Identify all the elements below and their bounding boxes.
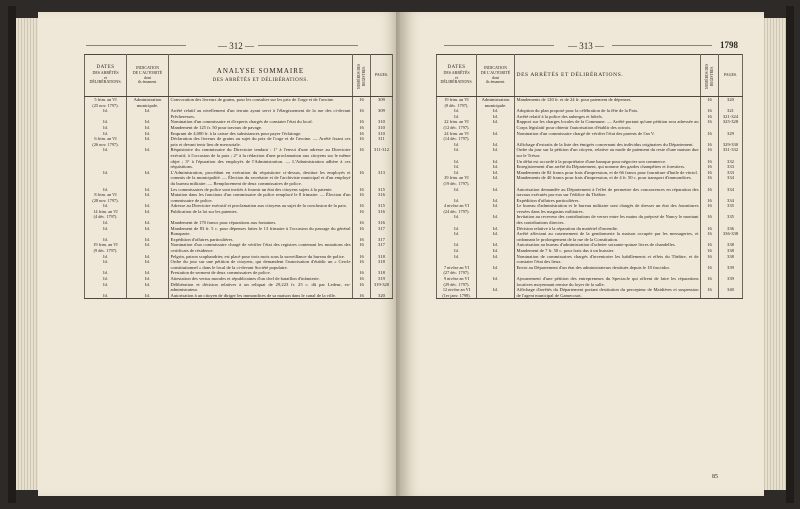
entry-authority: Id. <box>477 164 515 170</box>
entry-summary: Attestation des vertus morales et républicaines d'un chef de bataillon d'infanterie. <box>169 276 353 282</box>
entry-register-number: 16 <box>353 108 371 119</box>
entry-authority: Id. <box>127 125 169 131</box>
entry-summary: Un délai est accordé à la propriétaire d'une baraque pour négocier son commerce. <box>515 159 701 165</box>
entry-register-number: 16 <box>353 220 371 226</box>
entry-summary: Les commissaires de police sont invités à fournir un état des citoyens sujets à la patente. <box>169 187 353 193</box>
entry-summary: Ajournement d'une pétition des entrepreneurs du Spectacle qui offrent de faire les réparations locatives moyennant remise du loyer de la salle. <box>516 276 699 287</box>
entry-summary: Autorisation à un citoyen de diriger les immondices de sa maison dans le canal de la ville. <box>169 293 353 299</box>
entry-pages: 317 <box>371 226 393 237</box>
entry-summary: L'Administration, procédant en exécution du réquisitoire ci-dessus, destitue les employés et commis de la municipalité. — Élection du secrétaire et de l'archiviste municipal et d'un employé du bureau militaire. — Remplacement de deux commissaires de police. <box>170 169 351 186</box>
entry-date: Id. <box>85 293 127 299</box>
entry-pages: 339 <box>719 265 743 276</box>
entry-pages: 325-328 <box>719 119 743 130</box>
entry-pages: 335 <box>719 203 743 214</box>
header-rule-left <box>86 45 186 46</box>
entry-pages: 311-312 <box>371 147 393 169</box>
entry-pages: 316 <box>371 192 393 203</box>
entry-summary: Autorisation demandée au Département à l'effet de permettre des concurrences en réparation des travaux exécutés par eux sur l'édifice du Théâtre. <box>516 186 699 198</box>
entry-register-number: 16 <box>701 276 719 287</box>
entry-authority: Id. <box>127 170 169 187</box>
entry-summary: Adoption du plan proposé pour la célébration de la fête de la Paix. <box>515 108 701 114</box>
entry-summary: Expédition d'affaires particulières. <box>515 198 701 204</box>
entry-date: Id. <box>437 242 477 248</box>
entry-register-number: 16 <box>701 159 719 165</box>
entry-authority: Id. <box>477 170 515 176</box>
register-entry-row <box>85 259 393 270</box>
entry-pages: 317 <box>371 242 393 253</box>
entry-date: Id. <box>85 131 127 137</box>
entry-register-number: 16 <box>353 254 371 260</box>
entry-date: Id. <box>437 159 477 165</box>
entry-pages: 318 <box>371 270 393 276</box>
header-rule-right <box>258 45 358 46</box>
right-page-stack <box>762 18 786 490</box>
entry-pages: 310 <box>371 119 393 125</box>
header-rule-right <box>612 45 712 46</box>
entry-date: Id. <box>437 198 477 204</box>
entry-register-number: 16 <box>353 203 371 209</box>
entry-summary: Mandements de 40 francs pour frais d'impression, et de 4 fr. 50 c. pour transport d'immondices. <box>515 175 701 186</box>
entry-summary: Pelgrin, patron scaphandrier, est placé pour trois mois sous la surveillance du bureau de police. <box>169 254 353 260</box>
entry-authority: Id. <box>127 209 169 220</box>
entry-register-number: 16 <box>353 97 371 109</box>
entry-pages: 335 <box>719 214 743 225</box>
entry-summary: Mutation dans les fonctions d'un commissaire de police remplacé le 8 frimaire. — Élection d'un commissaire de police. <box>170 192 351 203</box>
entry-register-number: 16 <box>353 192 371 203</box>
entry-register-number: 16 <box>701 187 719 198</box>
entry-authority: Id. <box>477 147 515 158</box>
entry-summary: Nomination d'un commissaire chargé de vérifier l'état des parents de l'an V. <box>515 131 701 142</box>
entry-register-number: 16 <box>701 114 719 120</box>
entry-authority: Id. <box>127 220 169 226</box>
entry-summary: Réquisitoire du commissaire du Directoire tendant : 1° à l'envoi d'une adresse au Directoire exécutif, à l'occasion de la paix ; 2° à la rédaction d'une proclamation aux citoyens sur le même objet ; 3° à l'épuration des employés de l'Administration. — L'Administration adhère à ces réquisitions. <box>170 147 351 170</box>
entry-summary: Affichage d'extraits de la liste des émigrés concernant des individus originaires du Département. <box>515 142 701 148</box>
analyse-column-header: ANALYSE SOMMAIRE DES ARRÊTÉS ET DÉLIBÉRATIONS. <box>169 55 353 97</box>
year-header: 1798 <box>720 40 738 50</box>
right-cover-edge <box>786 6 794 503</box>
page-number: — 313 — <box>568 41 604 51</box>
entry-authority: Id. <box>477 287 515 299</box>
entry-summary: Envoi au Département d'un état des administrateurs destitués depuis le 18 fructidor. <box>515 265 701 276</box>
entry-register-number: 16 <box>701 108 719 114</box>
register-entry-row <box>437 131 743 142</box>
entry-authority: Id. <box>477 187 515 198</box>
entry-authority: Administration municipale. <box>477 97 515 109</box>
entry-summary: Mandement de 83 fr. 5 c. pour dépenses faites le 13 frimaire à l'occasion du passage du général Bonaparte. <box>170 225 351 237</box>
entry-date: Id. <box>85 108 127 119</box>
entry-date: Id. <box>437 164 477 170</box>
entry-register-number: 16 <box>701 214 719 225</box>
entry-date: 29 frim. an VI (19 déc. 1797). <box>437 175 477 186</box>
register-entry-row <box>437 287 743 299</box>
register-entry-row <box>85 97 393 109</box>
entry-authority: Id. <box>127 131 169 137</box>
entry-date: Id. <box>437 231 477 242</box>
signature-mark: 85 <box>712 474 718 480</box>
entry-date: Id. <box>437 108 477 114</box>
entry-authority: Id. <box>127 136 169 147</box>
register-table <box>84 54 393 299</box>
entry-pages: 315 <box>371 203 393 209</box>
entry-date: 19 frim. an VI (9 déc. 1797). <box>85 242 127 253</box>
entry-register-number: 16 <box>701 254 719 265</box>
entry-register-number: 16 <box>701 119 719 130</box>
entry-date: Id. <box>85 282 127 293</box>
entry-date: Id. <box>85 259 127 270</box>
entry-pages: 309 <box>371 108 393 119</box>
entry-date: Id. <box>85 220 127 226</box>
entry-authority: Id. <box>477 198 515 204</box>
entry-summary: Ordre du jour sur la pétition d'un citoyen, relative au mode de paiement du reste d'une maison due sur le Trésor. <box>516 147 699 158</box>
pages-column-header: PAGES. <box>371 55 393 97</box>
register-number-column-header: NUMÉROS DES REGISTRES. <box>701 55 719 97</box>
entry-summary: Le bureau d'administration et le bureau militaire sont chargés de dresser un état des fournitures versées dans les magasins militaires. <box>516 203 699 214</box>
entry-summary: Convocation des livreurs de grains, pour les consulter sur les prix de l'orge et de l'avoine. <box>169 97 353 109</box>
entry-register-number: 16 <box>353 226 371 237</box>
register-entry-row <box>437 97 743 109</box>
entry-authority: Id. <box>477 203 515 214</box>
entry-authority: Id. <box>127 108 169 119</box>
entry-pages: 339 <box>719 276 743 287</box>
entry-summary: Arrêté relatif à la police des auberges et hôtels. <box>515 114 701 120</box>
entry-register-number: 16 <box>701 198 719 204</box>
entry-date: 12 nivôse an VI (1er janv. 1798). <box>437 287 477 299</box>
entry-date: Id. <box>437 226 477 232</box>
entry-register-number: 16 <box>701 203 719 214</box>
entry-authority: Id. <box>477 231 515 242</box>
entry-register-number: 16 <box>353 270 371 276</box>
entry-register-number: 16 <box>701 265 719 276</box>
entry-summary: Publication de la loi sur les patentes. <box>169 209 353 220</box>
entry-register-number: 16 <box>353 136 371 147</box>
register-table <box>436 54 743 299</box>
entry-register-number: 16 <box>353 259 371 270</box>
page-number: — 312 — <box>218 41 254 51</box>
entry-summary: Invitation au receveur des contributions de verser entre les mains du préposé de Nancy le montant des contributions directes. <box>516 214 699 226</box>
entry-register-number: 16 <box>701 287 719 299</box>
register-entry-row <box>437 231 743 242</box>
entry-pages: 317 <box>371 237 393 243</box>
entry-date: 9 nivôse an VI (29 déc. 1797). <box>437 276 477 287</box>
entry-authority: Id. <box>127 119 169 125</box>
entry-pages: 310 <box>371 131 393 137</box>
entry-date: Id. <box>85 203 127 209</box>
entry-authority: Id. <box>477 242 515 248</box>
entry-date: Id. <box>437 114 477 120</box>
entry-pages: 338 <box>719 254 743 265</box>
entry-authority: Id. <box>127 270 169 276</box>
entry-date: Id. <box>437 147 477 158</box>
entry-authority: Id. <box>127 237 169 243</box>
entry-date: 7 nivôse an VI (27 déc. 1797). <box>437 265 477 276</box>
entry-authority: Id. <box>127 259 169 270</box>
entry-register-number: 16 <box>701 226 719 232</box>
entry-pages: 329 <box>719 131 743 142</box>
entry-date: Id. <box>85 170 127 187</box>
entry-pages: 318 <box>371 259 393 270</box>
entry-authority: Id. <box>477 248 515 254</box>
entry-summary: Mandements de 82 francs pour frais d'impression, et de 66 francs pour fourniture d'huile de vitriol. <box>515 170 701 176</box>
register-entry-row <box>437 254 743 265</box>
entry-summary: Mandements de 120 fr. et de 24 fr. pour paiement de dépenses. <box>515 97 701 109</box>
register-entry-row <box>437 276 743 287</box>
entry-summary: Décision relative à la réparation du matériel d'incendie. <box>515 226 701 232</box>
register-entry-row <box>437 119 743 130</box>
entry-authority: Id. <box>477 175 515 186</box>
register-entry-row <box>85 136 393 147</box>
register-entry-row <box>437 214 743 225</box>
entry-summary: Arrêté affectant au casernement de la gendarmerie la maison occupée par les messageries, et ordonnant le prolongement de la rue de la Constitution. <box>516 231 699 242</box>
entry-date: Id. <box>437 187 477 198</box>
register-entry-row <box>85 242 393 253</box>
entry-date: 5 frim. an VI (25 nov. 1797). <box>85 97 127 109</box>
entry-register-number: 16 <box>701 97 719 109</box>
left-cover-edge <box>8 6 16 503</box>
entry-summary: Affichage d'arrêtés du Département portant destitution du percepteur de Maidières et suspension de l'agent municipal de Gamecourt. <box>516 287 699 298</box>
entry-register-number: 16 <box>353 131 371 137</box>
entry-pages: 332 <box>719 159 743 165</box>
entry-register-number: 16 <box>701 170 719 176</box>
register-entry-row <box>85 108 393 119</box>
entry-authority: Id. <box>477 108 515 114</box>
left-page-stack <box>16 18 40 490</box>
register-entry-row <box>437 265 743 276</box>
entry-register-number: 16 <box>353 293 371 299</box>
entry-pages: 333 <box>719 170 743 176</box>
register-entry-row <box>85 293 393 299</box>
left-page <box>38 12 400 496</box>
register-entry-row <box>85 226 393 237</box>
entry-pages: 316 <box>371 209 393 220</box>
entry-pages: 320 <box>719 97 743 109</box>
entry-authority: Id. <box>477 131 515 142</box>
entry-register-number: 16 <box>701 142 719 148</box>
entry-authority: Id. <box>127 226 169 237</box>
register-entry-row <box>85 147 393 169</box>
entry-date: Id. <box>85 254 127 260</box>
register-number-column-header: NUMÉROS DES REGISTRES. <box>353 55 371 97</box>
register-entry-row <box>85 170 393 187</box>
entry-authority: Id. <box>127 187 169 193</box>
entry-date: 24 frim. an VI (14 déc. 1797). <box>437 131 477 142</box>
entry-pages: 338 <box>719 248 743 254</box>
entry-summary: Rapport sur les charges locales de la Commune. — Arrêté portant qu'une pétition sera adressée au Corps législatif pour obtenir l'autorisation d'établir des octrois. <box>516 119 699 130</box>
entry-authority: Id. <box>127 254 169 260</box>
entry-authority: Id. <box>127 293 169 299</box>
entry-summary: Mandement de 170 francs pour réparations aux fontaines. <box>169 220 353 226</box>
entry-summary: Nomination d'un commissaire chargé de vérifier l'état des registres contenant les mutations des certificats de résidence. <box>170 242 351 254</box>
entry-date: Id. <box>85 276 127 282</box>
authority-column-header: INDICATION DE L'AUTORITÉ dont ils émanent. <box>127 55 169 97</box>
entry-date: Id. <box>85 226 127 237</box>
entry-summary: Emprunt de 4,000 fr. à la caisse des subsistances pour payer l'éclairage. <box>169 131 353 137</box>
register-entry-row <box>85 282 393 293</box>
entry-authority: Id. <box>477 142 515 148</box>
entry-date: 8 frim. an VI (28 nov. 1797). <box>85 192 127 203</box>
register-entry-row <box>437 147 743 158</box>
entry-date: Id. <box>437 170 477 176</box>
entry-date: 22 frim. an VI (12 déc. 1797). <box>437 119 477 130</box>
entry-register-number: 16 <box>353 237 371 243</box>
entry-summary: Nomination de commissaires chargés d'inventorier les habillements et effets du Théâtre, et de constater l'état des lieux. <box>516 253 699 265</box>
entry-pages: 309 <box>371 97 393 109</box>
entry-authority: Id. <box>477 214 515 225</box>
right-page <box>400 12 764 496</box>
entry-register-number: 16 <box>353 187 371 193</box>
entry-authority: Id. <box>477 226 515 232</box>
entry-pages: 333 <box>719 164 743 170</box>
entry-date: Id. <box>85 187 127 193</box>
entry-pages: 321 <box>719 108 743 114</box>
entry-summary: Expédition d'affaires particulières. <box>169 237 353 243</box>
entry-date: 14 frim. an VI (4 déc. 1797). <box>85 209 127 220</box>
entry-authority: Id. <box>127 147 169 169</box>
entry-pages: 318 <box>371 254 393 260</box>
entry-summary: Autorisation au bureau d'administration d'acheter soixante-quinze livres de chandelles. <box>515 242 701 248</box>
entry-authority: Id. <box>127 276 169 282</box>
entry-register-number: 16 <box>353 242 371 253</box>
entry-pages: 311 <box>371 136 393 147</box>
header-rule-left <box>444 45 554 46</box>
entry-date: 4 nivôse an VI (24 déc. 1797). <box>437 203 477 214</box>
entry-authority: Id. <box>477 114 515 120</box>
dates-column-header: DATES DES ARRÊTÉS et DÉLIBÉRATIONS. <box>437 55 477 97</box>
entry-date: Id. <box>85 270 127 276</box>
register-entry-row <box>437 175 743 186</box>
entry-date: Id. <box>85 147 127 169</box>
entry-authority: Id. <box>127 192 169 203</box>
entry-pages: 319-320 <box>371 282 393 293</box>
entry-summary: Mandement de 7 fr. 50 c. pour frais dus à un huissier. <box>515 248 701 254</box>
entry-date: Id. <box>437 254 477 265</box>
entry-pages: 310 <box>371 125 393 131</box>
entry-register-number: 16 <box>701 242 719 248</box>
entry-register-number: 16 <box>701 164 719 170</box>
entry-register-number: 16 <box>353 282 371 293</box>
entry-date: Id. <box>85 237 127 243</box>
entry-pages: 331-332 <box>719 147 743 158</box>
entry-register-number: 16 <box>353 147 371 169</box>
register-entry-row <box>85 209 393 220</box>
entry-register-number: 16 <box>701 147 719 158</box>
entry-summary: Adresse au Directoire exécutif et proclamation aux citoyens au sujet de la conclusion de la paix. <box>169 203 353 209</box>
entry-register-number: 16 <box>353 209 371 220</box>
entry-pages: 336-338 <box>719 231 743 242</box>
entry-authority: Administration municipale. <box>127 97 169 109</box>
entry-date: Id. <box>437 214 477 225</box>
right-table-body <box>437 97 743 299</box>
entry-authority: Id. <box>477 119 515 130</box>
left-table-body <box>85 97 393 299</box>
entry-pages: 336 <box>719 226 743 232</box>
entry-summary: Ordre du jour sur une pétition de citoyens, qui demandent l'autorisation d'établir un « Cercle constitutionnel » dans le local de la ci-devant Société populaire. <box>170 259 351 270</box>
entry-pages: 315 <box>371 187 393 193</box>
entry-pages: 316 <box>371 220 393 226</box>
register-entry-row <box>437 187 743 198</box>
entry-authority: Id. <box>127 242 169 253</box>
register-entry-row <box>85 192 393 203</box>
entry-authority: Id. <box>477 265 515 276</box>
register-entry-row <box>437 203 743 214</box>
dates-column-header: DATES DES ARRÊTÉS et DÉLIBÉRATIONS. <box>85 55 127 97</box>
entry-date: 19 frim. an VI (9 déc. 1797). <box>437 97 477 109</box>
entry-summary: Enregistrement d'un arrêté du Département, qui nomme des gardes champêtres et forestiers. <box>515 164 701 170</box>
entry-register-number: 16 <box>353 276 371 282</box>
entry-pages: 319 <box>371 276 393 282</box>
entry-summary: Arrêté relatif au nivellement d'un terrain ayant servi à l'élargissement de la rue des ci-devant Prêcheresses. <box>170 108 351 119</box>
entry-pages: 321-324 <box>719 114 743 120</box>
entry-date: Id. <box>85 125 127 131</box>
entry-register-number: 16 <box>701 131 719 142</box>
entry-pages: 338 <box>719 242 743 248</box>
entry-pages: 320 <box>371 293 393 299</box>
entry-register-number: 16 <box>353 170 371 187</box>
entry-register-number: 16 <box>701 231 719 242</box>
entry-authority: Id. <box>477 276 515 287</box>
entry-pages: 334 <box>719 198 743 204</box>
entry-pages: 334 <box>719 187 743 198</box>
entry-summary: Déclaration des livreurs de grains au sujet du prix de l'orge et de l'avoine. — Arrêté fixant ces prix et devant tenir lieu de mercuriale. <box>170 136 351 147</box>
entry-register-number: 16 <box>701 248 719 254</box>
entry-date: Id. <box>437 248 477 254</box>
authority-column-header: INDICATION DE L'AUTORITÉ dont ils émanent. <box>477 55 515 97</box>
analyse-column-header: DES ARRÊTÉS ET DÉLIBÉRATIONS. <box>515 55 701 97</box>
entry-authority: Id. <box>127 203 169 209</box>
entry-pages: 329-330 <box>719 142 743 148</box>
entry-date: Id. <box>85 119 127 125</box>
entry-register-number: 16 <box>353 125 371 131</box>
pages-column-header: PAGES. <box>719 55 743 97</box>
entry-pages: 313 <box>371 170 393 187</box>
entry-register-number: 16 <box>701 175 719 186</box>
entry-summary: Prestation de serment de deux commissaires de police. <box>169 270 353 276</box>
entry-authority: Id. <box>477 159 515 165</box>
entry-summary: Mandement de 125 fr. 50 pour travaux de pavage. <box>169 125 353 131</box>
entry-summary: Délibération et décision relatives à un reliquat de 29,223 fr. 25 c. dû par Ledeur, ex-administrateur. <box>170 281 351 293</box>
entry-register-number: 16 <box>353 119 371 125</box>
entry-pages: 340 <box>719 287 743 299</box>
entry-authority: Id. <box>127 282 169 293</box>
entry-date: Id. <box>437 142 477 148</box>
entry-date: 6 frim. an VI (26 nov. 1797). <box>85 136 127 147</box>
entry-authority: Id. <box>477 254 515 265</box>
entry-pages: 334 <box>719 175 743 186</box>
entry-summary: Nomination d'un commissaire et d'experts chargés de constater l'état du local. <box>169 119 353 125</box>
